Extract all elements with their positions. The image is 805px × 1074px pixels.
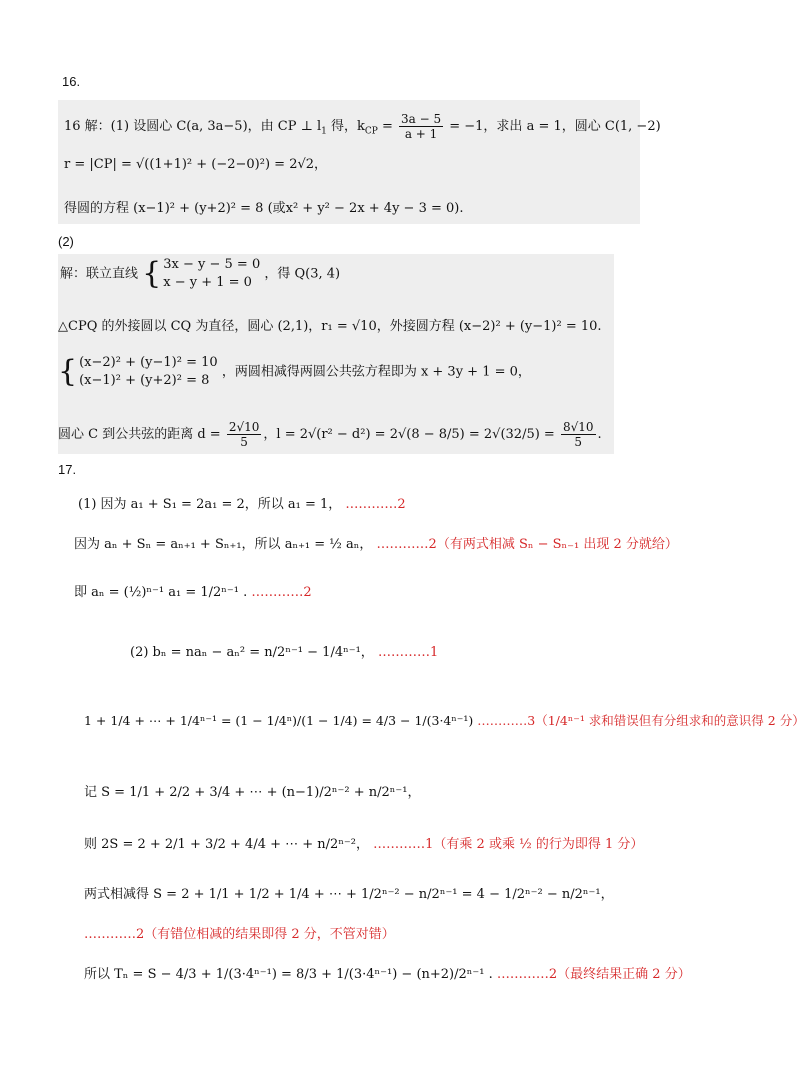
q16-dist-line [58,420,602,449]
q17-label: 17. [58,462,77,477]
q17-line5 [84,712,805,730]
dist-num2: 8√10 [562,420,594,434]
q16-circ-line: △CPQ 的外接圆以 CQ 为直径，圆心 (2,1)，r₁ = √10，外接圆方程 (x−2)² + (y−1)² = 10. [58,319,602,334]
kcp-den: a + 1 [404,127,438,141]
brace-icon: { [58,354,78,389]
q17-line7 [84,836,643,854]
l7-text: 则 2S = 2 + 2/1 + 3/2 + 4/4 + ⋯ + n/2ⁿ⁻²， [84,837,370,852]
dist-end: . [597,427,602,442]
q16-eq-line: 得圆的方程 (x−1)² + (y+2)² = 8 (或x² + y² − 2x + 4y − 3 = 0). [64,201,464,216]
dist-den2: 5 [574,435,583,449]
q17-line4 [130,644,438,662]
q16-part2-box [58,254,614,454]
q16-system2 [58,354,531,390]
q16-label: 16. [62,74,81,89]
l2-score: …………2（有两式相减 Sₙ − Sₙ₋₁ 出现 2 分就给） [376,537,678,552]
p1-mid: 得，k [326,119,365,134]
q17-line6 [84,784,421,802]
q17-line8 [84,886,614,904]
p1-tail: = −1，求出 a = 1，圆心 C(1, −2) [445,119,661,134]
l9-score: …………2（有错位相减的结果即得 2 分，不管对错） [84,927,395,942]
l4-score: …………1 [377,645,439,660]
sys2-suffix: ，两圆相减得两圆公共弦方程即为 x + 3y + 1 = 0， [221,364,531,380]
l1-score: …………2 [345,497,406,512]
sys-suffix: ，得 Q(3, 4) [264,266,341,282]
sys-eq1: 3x − y − 5 = 0 [163,257,261,272]
l1-text: (1) 因为 a₁ + S₁ = 2a₁ = 2，所以 a₁ = 1， [78,497,342,512]
dist-prefix: 圆心 C 到公共弦的距离 d = [58,427,221,442]
dist-fraction2 [561,420,596,449]
l10-text: 所以 Tₙ = S − 4/3 + 1/(3·4ⁿ⁻¹) = 8/3 + 1/(3·4ⁿ⁻¹) − (n+2)/2ⁿ⁻¹ . [84,967,493,982]
kcp-num: 3a − 5 [401,112,442,126]
sys-eq2: x − y + 1 = 0 [163,275,252,290]
sys2-eq1: (x−2)² + (y−1)² = 10 [79,355,218,370]
q16-part2-label: (2) [58,234,74,249]
sys-prefix: 解：联立直线 [60,266,139,282]
q17-line3 [74,584,312,602]
l3-score: …………2 [251,585,312,600]
system-equations [163,256,260,292]
l3-text: 即 aₙ = (½)ⁿ⁻¹ a₁ = 1/2ⁿ⁻¹ . [74,585,248,600]
p1-intro: 16 解：(1) 设圆心 C(a, 3a−5)，由 CP ⊥ l [64,119,322,134]
l7-score: …………1（有乘 2 或乘 ½ 的行为即得 1 分） [373,837,644,852]
l2-text: 因为 aₙ + Sₙ = aₙ₊₁ + Sₙ₊₁，所以 aₙ₊₁ = ½ aₙ， [74,537,373,552]
q17-line10 [84,966,691,984]
q16-r-line: r = |CP| = √((1+1)² + (−2−0)²) = 2√2， [64,157,328,172]
l5-score: …………3（1/4ⁿ⁻¹ 求和错误但有分组求和的意识得 2 分） [477,713,805,728]
q16-system1 [60,256,340,292]
q17-line9 [84,926,395,944]
l4-text: (2) bₙ = naₙ − aₙ² = n/2ⁿ⁻¹ − 1/4ⁿ⁻¹， [130,645,374,660]
kcp-fraction [399,112,443,141]
q16-part1-line1: 16 解：(1) 设圆心 C(a, 3a−5)，由 CP ⊥ $l_1$ 得，$k_{CP}$ = $\frac{3a - 5}{a + 1}$ = −1，求出 a = 1，圆心 C(1, −2) [64,112,661,141]
q16-part1-box [58,100,661,224]
q17-line2 [74,536,678,554]
brace-icon: { [142,256,162,291]
l10-score: …………2（最终结果正确 2 分） [496,967,691,982]
dist-den: 5 [240,435,248,449]
sys2-eq2: (x−1)² + (y+2)² = 8 [79,373,210,388]
l8-text: 两式相减得 S = 2 + 1/1 + 1/2 + 1/4 + ⋯ + 1/2ⁿ⁻² − n/2ⁿ⁻¹ = 4 − 1/2ⁿ⁻² − n/2ⁿ⁻¹， [84,887,614,902]
dist-mid: ，l = 2√(r² − d²) = 2√(8 − 8/5) = 2√(32/5) = [263,427,555,442]
dist-fraction [227,420,262,449]
q17-line1 [78,496,406,514]
dist-num: 2√10 [228,420,260,434]
l5-text: 1 + 1/4 + ⋯ + 1/4ⁿ⁻¹ = (1 − 1/4ⁿ)/(1 − 1/4) = 4/3 − 1/(3·4ⁿ⁻¹) [84,713,474,728]
system2-equations [79,354,218,390]
l6-text: 记 S = 1/1 + 2/2 + 3/4 + ⋯ + (n−1)/2ⁿ⁻² + n/2ⁿ⁻¹， [84,785,421,800]
